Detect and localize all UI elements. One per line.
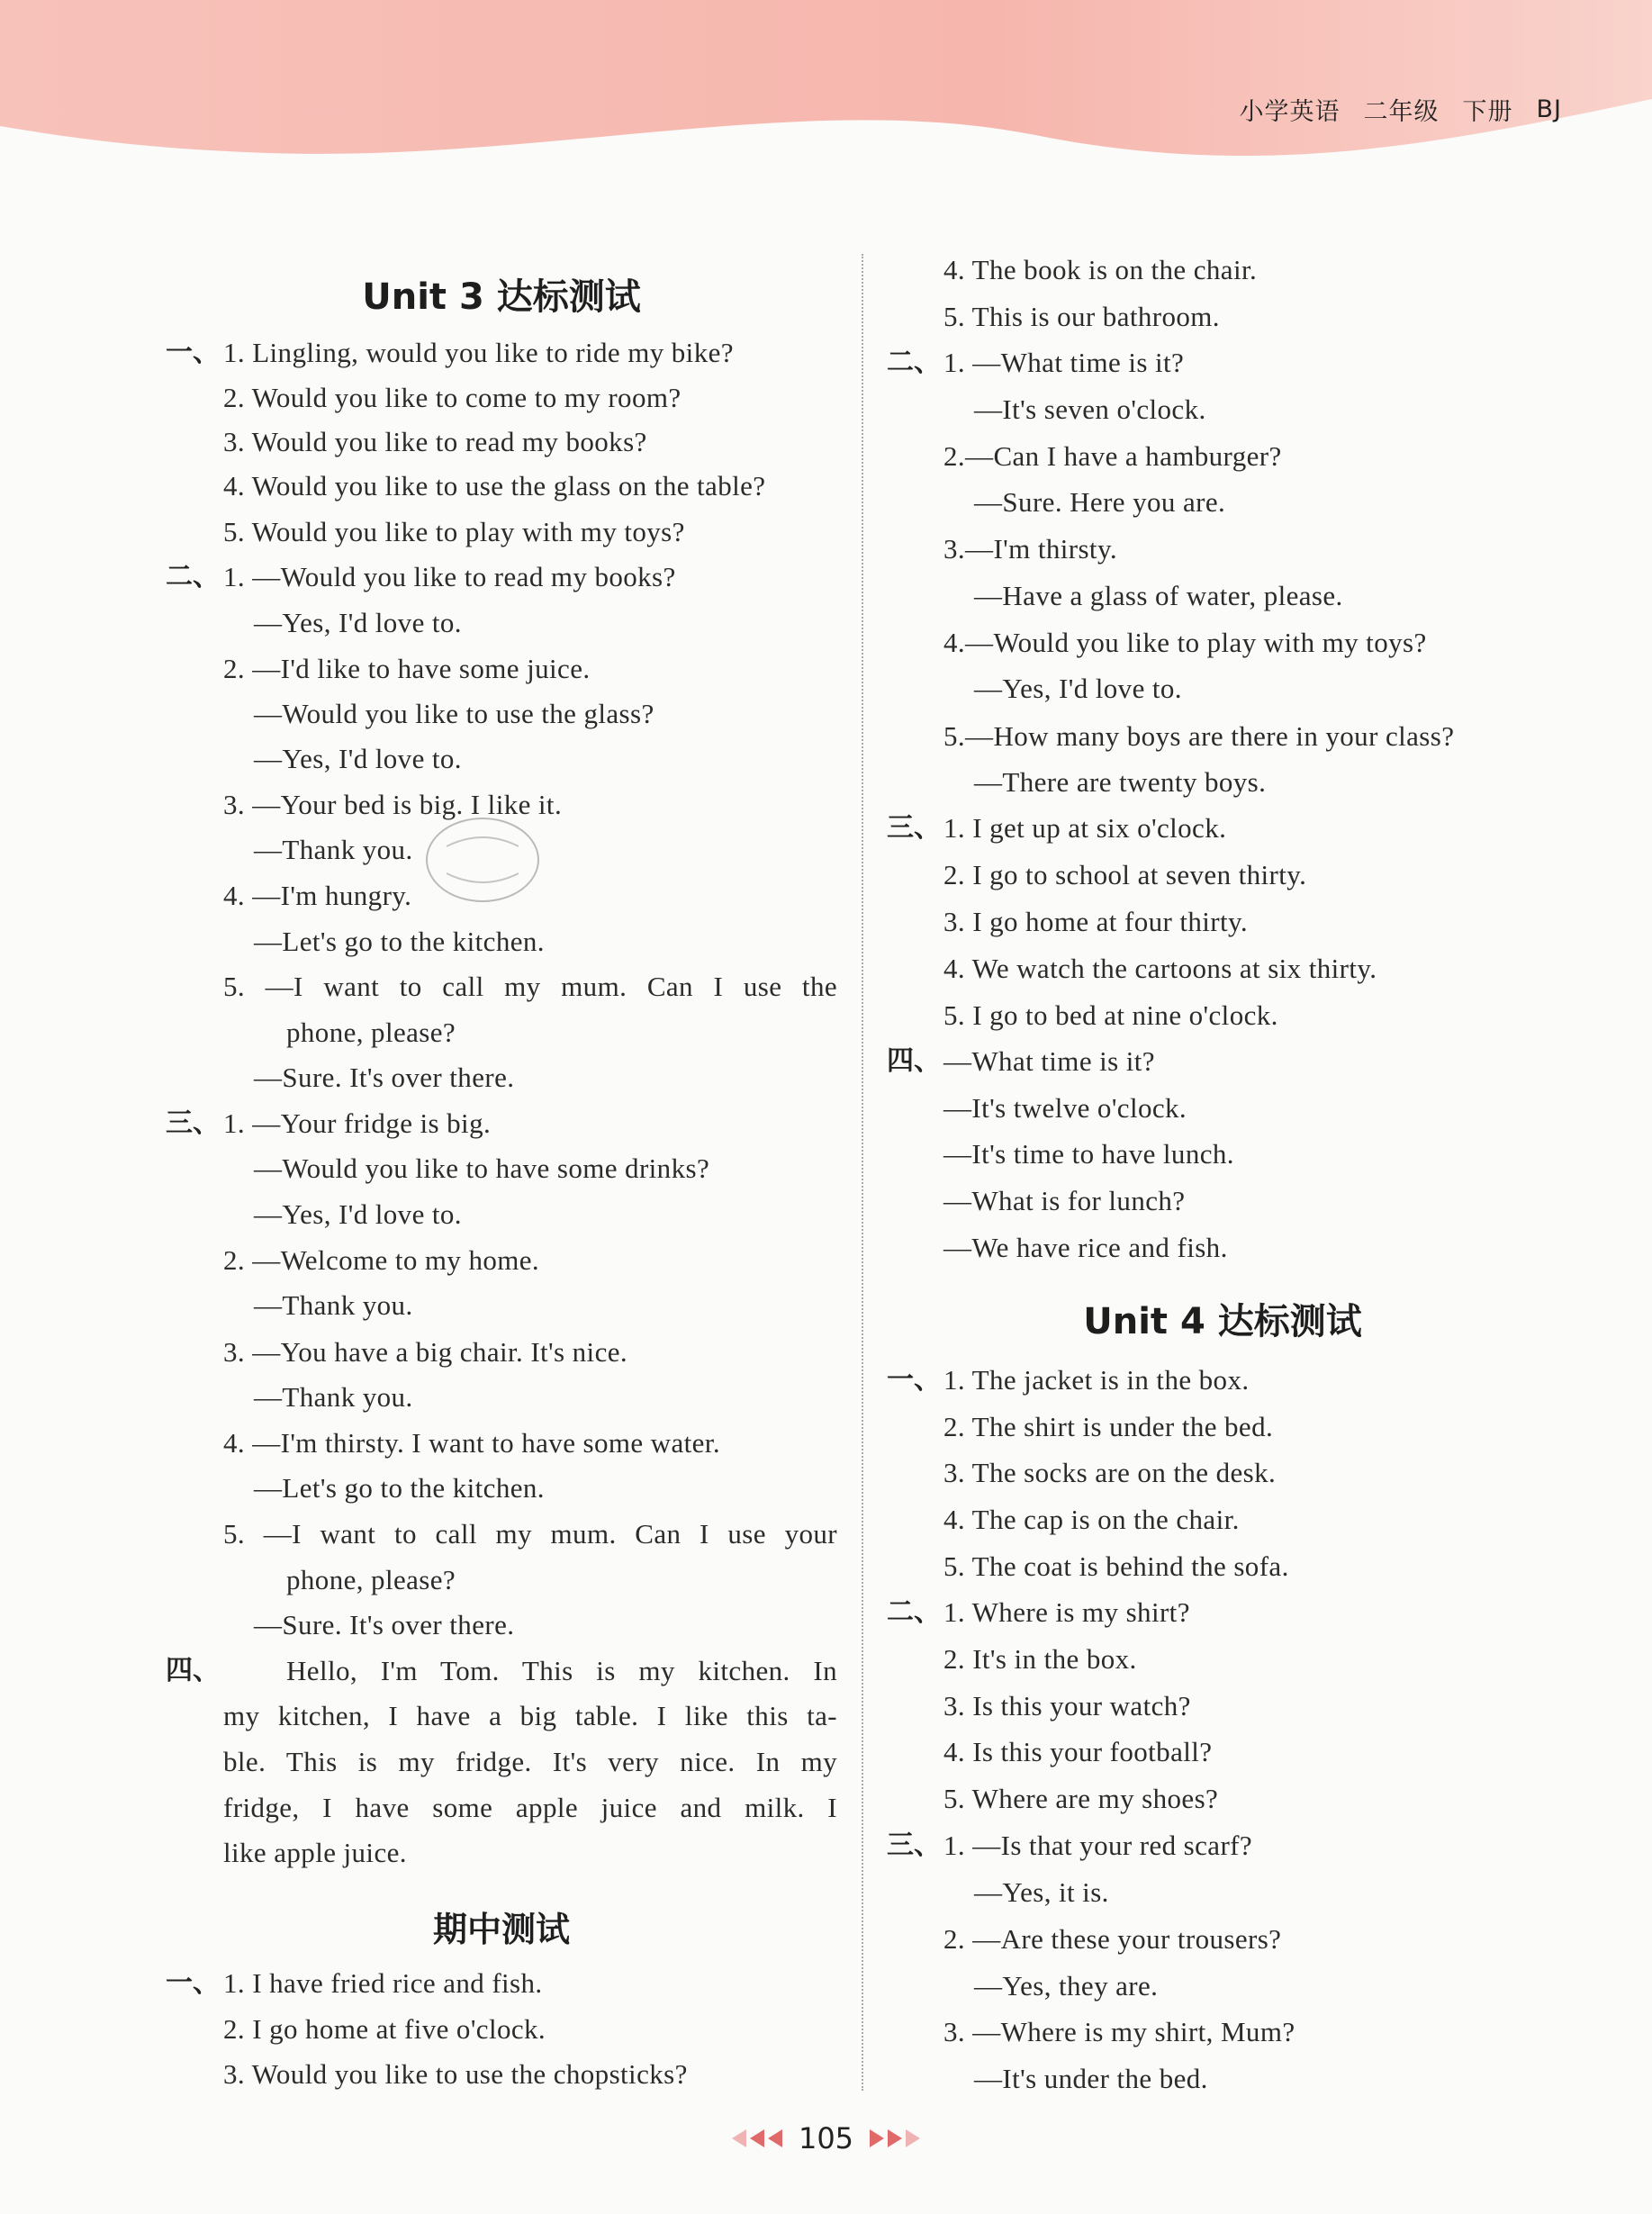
- answer-line: 1. —What time is it?: [943, 347, 1185, 378]
- answer-line: 5. —I want to call my mum. Can I use your: [223, 1518, 837, 1550]
- answer-line: 1. Where is my shirt?: [943, 1596, 1190, 1628]
- right-section-label-3: 三、: [887, 812, 941, 844]
- answer-line: —Sure. Here you are.: [974, 486, 1226, 518]
- prev-arrows-icon: [732, 2129, 782, 2147]
- answer-line: 3. Would you like to read my books?: [223, 426, 647, 457]
- answer-line: 2. —I'd like to have some juice.: [223, 653, 591, 684]
- answer-line: 2. —Welcome to my home.: [223, 1244, 540, 1276]
- answer-line: —We have rice and fish.: [943, 1232, 1228, 1263]
- answer-line: 1. I have fried rice and fish.: [223, 1967, 543, 1999]
- answer-line: 1. Lingling, would you like to ride my bike?: [223, 337, 734, 368]
- answer-line: 3. I go home at four thirty.: [943, 906, 1249, 937]
- column-divider: [862, 254, 863, 2091]
- answer-line: 3. —You have a big chair. It's nice.: [223, 1336, 628, 1368]
- unit4-label-1: 一、: [887, 1364, 941, 1396]
- answer-line: 2. I go home at five o'clock.: [223, 2013, 546, 2045]
- answer-line: —Sure. It's over there.: [254, 1609, 515, 1640]
- answer-line: 5. The coat is behind the sofa.: [943, 1550, 1289, 1582]
- answer-line: 5. This is our bathroom.: [943, 301, 1220, 332]
- page-footer: [0, 2121, 1652, 2155]
- arrow-right-icon: [906, 2129, 920, 2147]
- unit4-label-3: 三、: [887, 1830, 941, 1861]
- section-label-1: 一、: [166, 337, 220, 368]
- answer-line: 3.—I'm thirsty.: [943, 533, 1117, 565]
- header-subject: 小学英语: [1239, 98, 1341, 126]
- passage-line: ble. This is my fridge. It's very nice. In my: [223, 1746, 837, 1777]
- answer-line: 4. The book is on the chair.: [943, 254, 1258, 285]
- answer-line: 2. I go to school at seven thirty.: [943, 859, 1307, 890]
- passage-line: my kitchen, I have a big table. I like this ta-: [223, 1700, 837, 1731]
- header-grade: 二年级: [1363, 98, 1440, 126]
- answer-line: 1. —Is that your red scarf?: [943, 1830, 1253, 1861]
- answer-line: —It's seven o'clock.: [974, 393, 1206, 425]
- stamp-icon: [420, 810, 546, 909]
- answer-line: 2. —Are these your trousers?: [943, 1923, 1282, 1955]
- answer-line: 4. —I'm thirsty. I want to have some water.: [223, 1427, 720, 1459]
- answer-line: 1. I get up at six o'clock.: [943, 812, 1227, 844]
- answer-line: —Thank you.: [254, 834, 413, 865]
- arrow-left-icon: [732, 2129, 746, 2147]
- passage-line: Hello, I'm Tom. This is my kitchen. In: [286, 1655, 837, 1686]
- answer-line: —Would you like to have some drinks?: [254, 1152, 710, 1184]
- arrow-left-icon: [768, 2129, 782, 2147]
- page-number: 105: [798, 2121, 854, 2155]
- answer-line: 4. Is this your football?: [943, 1736, 1213, 1767]
- header-info: [1240, 92, 1563, 127]
- answer-line: 2. The shirt is under the bed.: [943, 1411, 1274, 1442]
- answer-line: 4. Would you like to use the glass on the table?: [223, 470, 766, 502]
- unit4-label-2: 二、: [887, 1596, 941, 1628]
- answer-line: 3. Would you like to use the chopsticks?: [223, 2058, 688, 2090]
- answer-line: —Let's go to the kitchen.: [254, 1472, 545, 1504]
- answer-line: 5.—How many boys are there in your class?: [943, 720, 1455, 752]
- section-label-2: 二、: [166, 561, 220, 592]
- answer-line: 4. The cap is on the chair.: [943, 1504, 1240, 1535]
- next-arrows-icon: [870, 2129, 920, 2147]
- answer-line: —Sure. It's over there.: [254, 1062, 515, 1093]
- answer-line: phone, please?: [286, 1017, 456, 1048]
- answer-line: —Yes, they are.: [974, 1970, 1159, 2002]
- answer-line: 5. Would you like to play with my toys?: [223, 516, 685, 547]
- section-label-4: 四、: [166, 1655, 220, 1686]
- right-section-label-2: 二、: [887, 347, 941, 378]
- right-section-label-4: 四、: [887, 1045, 941, 1077]
- arrow-right-icon: [870, 2129, 884, 2147]
- answer-line: 1. The jacket is in the box.: [943, 1364, 1250, 1396]
- answer-line: 1. —Your fridge is big.: [223, 1107, 492, 1139]
- passage-line: like apple juice.: [223, 1837, 407, 1868]
- answer-line: 3. The socks are on the desk.: [943, 1457, 1277, 1488]
- midterm-label-1: 一、: [166, 1967, 220, 1999]
- answer-line: 3. Is this your watch?: [943, 1690, 1191, 1721]
- answer-line: —Would you like to use the glass?: [254, 698, 654, 729]
- answer-line: —It's under the bed.: [974, 2063, 1208, 2094]
- answer-line: —Thank you.: [254, 1381, 413, 1413]
- arrow-left-icon: [750, 2129, 764, 2147]
- header-term: 下册: [1462, 98, 1513, 126]
- answer-line: 1. —Would you like to read my books?: [223, 561, 676, 592]
- answer-line: —There are twenty boys.: [974, 766, 1267, 798]
- answer-line: 5. —I want to call my mum. Can I use the: [223, 971, 837, 1002]
- answer-line: 2.—Can I have a hamburger?: [943, 440, 1282, 472]
- answer-line: 5. Where are my shoes?: [943, 1783, 1219, 1814]
- answer-line: —It's twelve o'clock.: [943, 1092, 1187, 1124]
- answer-line: —What is for lunch?: [943, 1185, 1186, 1216]
- answer-line: —Yes, I'd love to.: [254, 1198, 462, 1230]
- answer-line: 3. —Where is my shirt, Mum?: [943, 2016, 1295, 2047]
- section-label-3: 三、: [166, 1107, 220, 1139]
- answer-line: 4.—Would you like to play with my toys?: [943, 627, 1427, 658]
- midterm-title: 期中测试: [432, 1910, 571, 1949]
- answer-line: 2. It's in the box.: [943, 1643, 1137, 1675]
- answer-line: 2. Would you like to come to my room?: [223, 382, 682, 413]
- answer-line: —Have a glass of water, please.: [974, 580, 1343, 611]
- answer-line: —What time is it?: [943, 1045, 1155, 1077]
- answer-line: —Yes, I'd love to.: [974, 673, 1182, 704]
- answer-line: —It's time to have lunch.: [943, 1138, 1234, 1170]
- answer-line: —Yes, I'd love to.: [254, 743, 462, 774]
- unit4-title: Unit 4 达标测试: [1083, 1301, 1362, 1342]
- answer-line: 4. —I'm hungry.: [223, 880, 412, 911]
- answer-line: —Thank you.: [254, 1289, 413, 1321]
- arrow-right-icon: [888, 2129, 902, 2147]
- unit3-title: Unit 3 达标测试: [362, 276, 641, 318]
- passage-line: fridge, I have some apple juice and milk. I: [223, 1792, 837, 1823]
- answer-line: phone, please?: [286, 1564, 456, 1595]
- header-edition: BJ: [1536, 95, 1562, 123]
- answer-line: 5. I go to bed at nine o'clock.: [943, 999, 1278, 1031]
- answer-line: —Yes, it is.: [974, 1876, 1109, 1908]
- answer-line: —Let's go to the kitchen.: [254, 926, 545, 957]
- answer-line: 4. We watch the cartoons at six thirty.: [943, 953, 1377, 984]
- answer-line: —Yes, I'd love to.: [254, 607, 462, 638]
- answer-line: 3. —Your bed is big. I like it.: [223, 789, 563, 820]
